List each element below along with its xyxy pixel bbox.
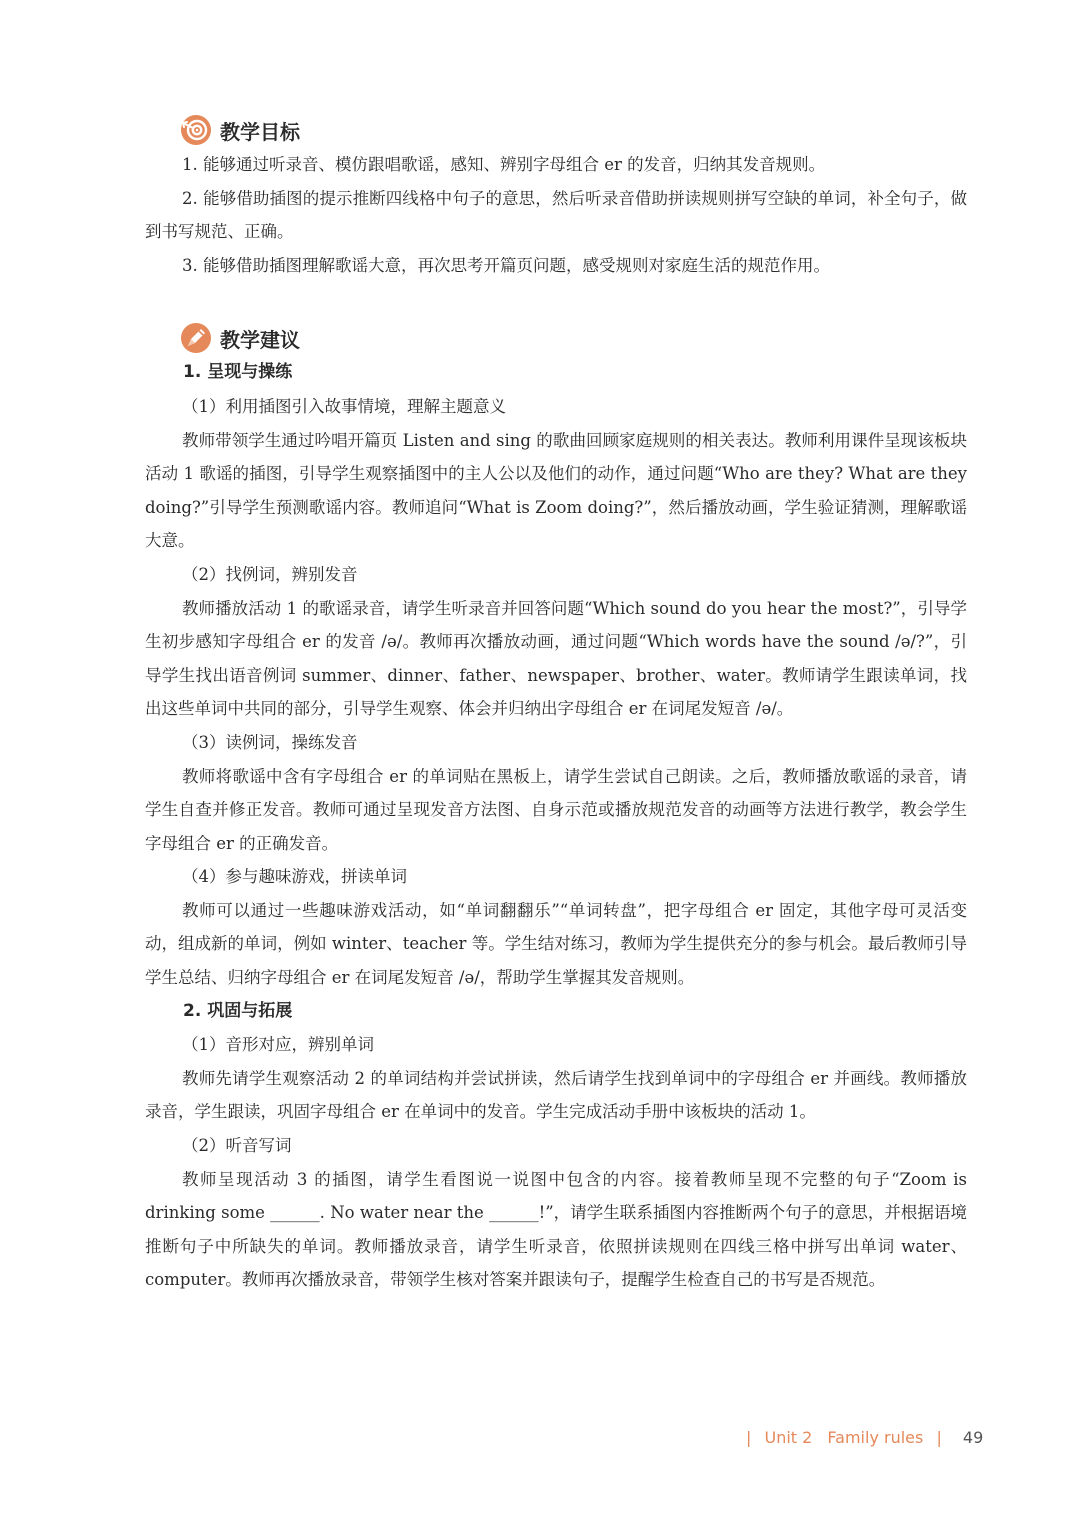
- paragraph: 教师先请学生观察活动 2 的单词结构并尝试拼读，然后请学生找到单词中的字母组合 er 并画线。教师播放录音，学生跟读，巩固字母组合 er 在单词中的发音。学生完成活动手册中该板块的活动 1。: [145, 1068, 967, 1122]
- step-title: （1）音形对应，辨别单词: [182, 1035, 374, 1055]
- subsection-heading: 1. 呈现与操练: [183, 362, 293, 383]
- paragraph: 教师播放活动 1 的歌谣录音，请学生听录音并回答问题“Which sound do you hear the most?”，引导学生初步感知字母组合 er 的发音 /ə/。教师再次播放动画，通过问题“Which words have the sound /ə/?”，引导学生找出语音例词 summer、dinner、father、newspaper、brother、water。教师请学生跟读单词，找出这些单词中共同的部分，引导学生观察、体会并归纳出字母组合 er 在词尾发短音 /ə/。: [145, 598, 967, 719]
- pencil-icon: [180, 322, 212, 354]
- footer-divider: |: [936, 1428, 942, 1447]
- page-footer: [746, 1428, 983, 1447]
- step-title: （2）听音写词: [182, 1136, 292, 1156]
- goal-item: 3. 能够借助插图理解歌谣大意，再次思考开篇页问题，感受规则对家庭生活的规范作用。: [182, 255, 830, 275]
- step-title: （3）读例词，操练发音: [182, 732, 358, 752]
- paragraph: 教师带领学生通过吟唱开篇页 Listen and sing 的歌曲回顾家庭规则的相关表达。教师利用课件呈现该板块活动 1 歌谣的插图，引导学生观察插图中的主人公以及他们的动作，通过问题“Who are they? What are they doing?”引导学生预测歌谣内容。教师追问“What is Zoom doing?”，然后播放动画，学生验证猜测，理解歌谣大意。: [145, 430, 967, 551]
- page-number: 49: [962, 1428, 984, 1447]
- page-content: [145, 112, 967, 1297]
- section-title: 教学建议: [220, 327, 300, 352]
- goal-item: 1. 能够通过听录音、模仿跟唱歌谣，感知、辨别字母组合 er 的发音，归纳其发音规则。: [182, 155, 826, 174]
- footer-divider: |: [746, 1428, 752, 1447]
- target-icon: [180, 114, 212, 146]
- step-title: （4）参与趣味游戏，拼读单词: [182, 867, 407, 887]
- section-header-goals: [180, 112, 967, 148]
- step-title: （2）找例词，辨别发音: [182, 564, 358, 584]
- footer-unit: Unit 2: [764, 1428, 813, 1447]
- paragraph: 教师可以通过一些趣味游戏活动，如“单词翻翻乐”“单词转盘”，把字母组合 er 固定，其他字母可灵活变动，组成新的单词，例如 winter、teacher 等。学生结对练习，教师为学生提供充分的参与机会。最后教师引导学生总结、归纳字母组合 er 在词尾发短音 /ə/，帮助学生掌握其发音规则。: [145, 900, 967, 988]
- subsection-heading: 2. 巩固与拓展: [183, 1000, 293, 1021]
- paragraph: 教师将歌谣中含有字母组合 er 的单词贴在黑板上，请学生尝试自己朗读。之后，教师播放歌谣的录音，请学生自查并修正发音。教师可通过呈现发音方法图、自身示范或播放规范发音的动画等方法进行教学，教会学生字母组合 er 的正确发音。: [145, 766, 967, 853]
- step-title: （1）利用插图引入故事情境，理解主题意义: [182, 396, 506, 416]
- section-header-suggestions: [180, 320, 967, 356]
- goal-item: 2. 能够借助插图的提示推断四线格中句子的意思，然后听录音借助拼读规则拼写空缺的单词，补全句子，做到书写规范、正确。: [145, 188, 967, 242]
- section-title: 教学目标: [220, 119, 300, 144]
- footer-title: Family rules: [827, 1428, 924, 1447]
- paragraph: 教师呈现活动 3 的插图，请学生看图说一说图中包含的内容。接着教师呈现不完整的句子“Zoom is drinking some ______. No water near the ______!”，请学生联系插图内容推断两个句子的意思，并根据语境推断句子中所缺失的单词。教师播放录音，请学生听录音，依照拼读规则在四线三格中拼写出单词 water、computer。教师再次播放录音，带领学生核对答案并跟读句子，提醒学生检查自己的书写是否规范。: [145, 1169, 967, 1290]
